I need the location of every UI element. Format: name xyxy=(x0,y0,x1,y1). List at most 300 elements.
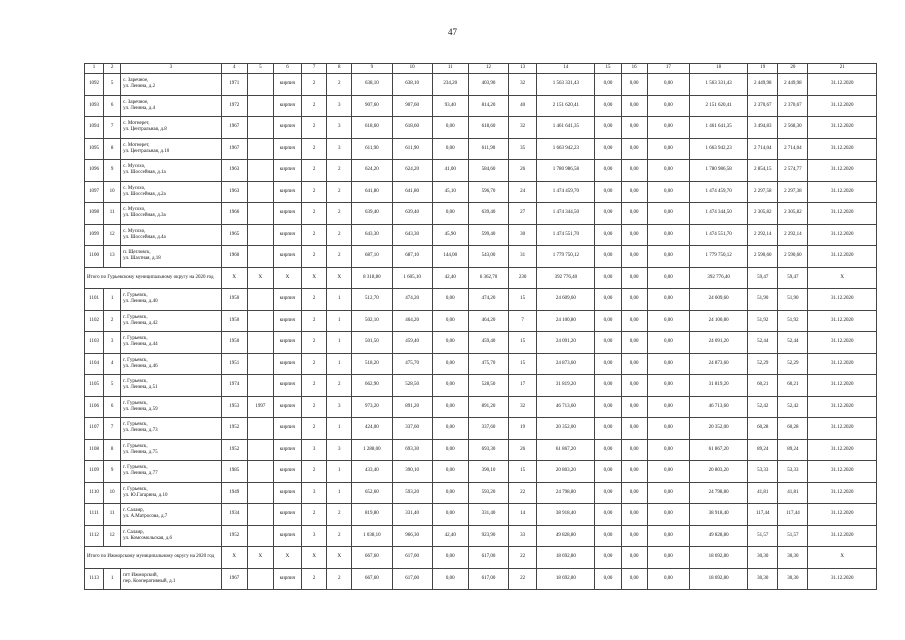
table-cell: 459,40 xyxy=(468,332,508,354)
table-cell: X xyxy=(247,267,273,289)
table-cell: 0,00 xyxy=(621,439,647,461)
table-cell: кирпич xyxy=(273,117,301,139)
table-cell: 1953 xyxy=(221,396,247,418)
table-cell: 2 305,82 xyxy=(748,203,778,225)
table-cell: 512,70 xyxy=(352,289,392,311)
column-number-header: 20 xyxy=(778,64,808,74)
summary-label: Итого по Гурьевскому муниципальному округу на 2020 год xyxy=(85,267,222,289)
table-cell: 1971 xyxy=(221,74,247,96)
table-cell: 2 xyxy=(302,160,327,182)
table-cell: 475,70 xyxy=(392,353,432,375)
table-cell: 0,00 xyxy=(647,353,689,375)
table-cell: 2 xyxy=(302,418,327,440)
table-cell: 31.12.2020 xyxy=(808,439,877,461)
table-cell: г. Гурьевск, ул. Ленина, д.73 xyxy=(121,418,222,440)
table-cell: кирпич xyxy=(273,396,301,418)
table-cell: 1108 xyxy=(85,439,104,461)
table-cell: 1111 xyxy=(85,504,104,526)
table-cell: 0,00 xyxy=(432,375,468,397)
table-cell: 1 663 942,23 xyxy=(689,138,747,160)
table-cell: 693,30 xyxy=(392,439,432,461)
table-cell: 0,00 xyxy=(432,547,468,569)
table-cell: 1 xyxy=(104,568,121,590)
table-cell: 30,30 xyxy=(748,568,778,590)
table-cell: 89,24 xyxy=(778,439,808,461)
page-number: 47 xyxy=(448,27,457,37)
table-cell: 9 xyxy=(104,461,121,483)
table-cell: 8 xyxy=(104,138,121,160)
table-cell: 5 xyxy=(104,74,121,96)
table-cell: 1094 xyxy=(85,117,104,139)
table-cell: 31.12.2020 xyxy=(808,224,877,246)
table-cell: 1102 xyxy=(85,310,104,332)
table-cell xyxy=(247,74,273,96)
table-cell: 26 xyxy=(509,160,537,182)
table-cell: 27 xyxy=(509,203,537,225)
table-cell: 0,00 xyxy=(621,289,647,311)
table-cell: 0,00 xyxy=(621,138,647,160)
table-cell: 2 xyxy=(327,160,352,182)
table-cell: 2 xyxy=(302,332,327,354)
column-number-header: 13 xyxy=(509,64,537,74)
table-cell: 0,00 xyxy=(432,332,468,354)
table-cell: 2 449,98 xyxy=(778,74,808,96)
table-cell: 2 xyxy=(327,246,352,268)
table-cell: 1 474 551,70 xyxy=(537,224,595,246)
table-cell: 618,60 xyxy=(392,117,432,139)
table-row xyxy=(85,375,877,397)
table-cell: 528,50 xyxy=(392,375,432,397)
table-cell: 1113 xyxy=(85,568,104,590)
column-number-header: 9 xyxy=(352,64,392,74)
table-cell: 60,28 xyxy=(748,418,778,440)
table-cell: кирпич xyxy=(273,461,301,483)
table-cell: 1 780 986,58 xyxy=(689,160,747,182)
table-cell: 22 xyxy=(509,547,537,569)
table-cell: 2 714,04 xyxy=(748,138,778,160)
table-cell: 464,20 xyxy=(392,310,432,332)
table-cell: с. Мусохо, ул. Шоссейная, д.1а xyxy=(121,160,222,182)
table-cell xyxy=(247,461,273,483)
table-cell: 0,00 xyxy=(595,396,621,418)
table-cell: 32 xyxy=(509,74,537,96)
column-number-header: 5 xyxy=(247,64,273,74)
table-cell xyxy=(247,181,273,203)
table-cell: 24 100,80 xyxy=(537,310,595,332)
table-cell: 30,30 xyxy=(748,547,778,569)
table-cell: 41,81 xyxy=(778,482,808,504)
table-cell: 2 xyxy=(327,203,352,225)
table-cell: 31.12.2020 xyxy=(808,95,877,117)
table-cell: 337,60 xyxy=(392,418,432,440)
table-cell: 331,40 xyxy=(392,504,432,526)
table-cell: 33 xyxy=(509,525,537,547)
table-cell: X xyxy=(273,547,301,569)
table-cell: 24 xyxy=(509,181,537,203)
table-cell: 11 xyxy=(104,504,121,526)
table-cell: 2 xyxy=(302,203,327,225)
table-cell: 528,50 xyxy=(468,375,508,397)
table-cell: 52,44 xyxy=(778,332,808,354)
table-cell: 31.12.2020 xyxy=(808,461,877,483)
table-cell: 41,81 xyxy=(748,482,778,504)
table-cell: 1952 xyxy=(221,418,247,440)
table-cell: кирпич xyxy=(273,246,301,268)
table-cell: 2 449,98 xyxy=(748,74,778,96)
table-cell: X xyxy=(327,267,352,289)
table-cell: 31.12.2020 xyxy=(808,482,877,504)
summary-label: Итого по Ижморскому муниципальному округу на 2020 год xyxy=(85,547,222,569)
table-cell: г. Салаир, ул. Комсомольская, д.6 xyxy=(121,525,222,547)
table-cell: 60,21 xyxy=(778,375,808,397)
table-cell xyxy=(247,138,273,160)
table-cell: 0,00 xyxy=(621,74,647,96)
table-cell: 891,20 xyxy=(468,396,508,418)
table-cell: 599,40 xyxy=(468,224,508,246)
table-cell: X xyxy=(221,547,247,569)
table-cell: 0,00 xyxy=(595,353,621,375)
table-cell xyxy=(247,117,273,139)
table-cell: 2 xyxy=(302,95,327,117)
table-cell: 641,80 xyxy=(352,181,392,203)
table-cell: 30 xyxy=(509,224,537,246)
table-cell: 35 xyxy=(509,138,537,160)
table-cell: 117,44 xyxy=(778,504,808,526)
table-cell: 26 xyxy=(509,439,537,461)
table-row xyxy=(85,439,877,461)
table-cell: 45,90 xyxy=(432,224,468,246)
table-cell: 12 xyxy=(104,224,121,246)
table-cell: 0,00 xyxy=(432,396,468,418)
table-cell: 51,90 xyxy=(778,289,808,311)
table-cell: 1 288,00 xyxy=(352,439,392,461)
table-cell: 24 609,60 xyxy=(689,289,747,311)
table-cell: 1974 xyxy=(221,375,247,397)
table-cell: 0,00 xyxy=(595,418,621,440)
table-cell: 0,00 xyxy=(595,547,621,569)
table-cell: 15 xyxy=(509,289,537,311)
table-cell xyxy=(247,160,273,182)
table-cell xyxy=(247,525,273,547)
table-cell xyxy=(247,504,273,526)
table-cell: 2 292,14 xyxy=(778,224,808,246)
table-cell: 1 779 750,12 xyxy=(537,246,595,268)
table-row xyxy=(85,310,877,332)
table-cell: 20 803,20 xyxy=(689,461,747,483)
table-cell: 0,00 xyxy=(595,482,621,504)
table-cell: 2 xyxy=(302,289,327,311)
table-cell: 3 xyxy=(302,439,327,461)
table-cell: 1 xyxy=(327,289,352,311)
table-cell: 42,40 xyxy=(432,525,468,547)
table-cell: с. Заречное, ул. Ленина, д.4 xyxy=(121,95,222,117)
table-cell: кирпич xyxy=(273,418,301,440)
table-cell: г. Гурьевск, ул. Ленина, д.77 xyxy=(121,461,222,483)
table-cell: кирпич xyxy=(273,568,301,590)
table-cell: кирпич xyxy=(273,181,301,203)
table-cell: г. Гурьевск, ул. Ленина, д.40 xyxy=(121,289,222,311)
table-cell: 0,00 xyxy=(647,181,689,203)
table-cell: 52,29 xyxy=(748,353,778,375)
table-cell: 18 692,80 xyxy=(689,547,747,569)
table-cell: 2 714,04 xyxy=(778,138,808,160)
table-cell: 2 xyxy=(104,310,121,332)
table-cell: 638,10 xyxy=(392,74,432,96)
table-cell: кирпич xyxy=(273,289,301,311)
table-cell: 0,00 xyxy=(595,525,621,547)
table-cell: 38 918,40 xyxy=(689,504,747,526)
table-row xyxy=(85,525,877,547)
table-cell: 0,00 xyxy=(621,160,647,182)
table-row xyxy=(85,396,877,418)
table-cell: 0,00 xyxy=(647,482,689,504)
table-cell: 693,30 xyxy=(468,439,508,461)
table-cell: 234,20 xyxy=(432,74,468,96)
table-cell: г. Гурьевск, ул. Ленина, д.51 xyxy=(121,375,222,397)
table-cell: 593,20 xyxy=(392,482,432,504)
table-cell: 0,00 xyxy=(595,568,621,590)
table-cell: 9 xyxy=(104,160,121,182)
table-cell: 31.12.2020 xyxy=(808,138,877,160)
table-cell: 0,00 xyxy=(432,504,468,526)
table-cell: 624,20 xyxy=(352,160,392,182)
table-cell: г. Гурьевск, ул. Ю.Гагарина, д.10 xyxy=(121,482,222,504)
table-cell: 31 819,20 xyxy=(537,375,595,397)
table-cell: 31.12.2020 xyxy=(808,289,877,311)
table-cell: 51,57 xyxy=(778,525,808,547)
table-cell: 1950 xyxy=(221,310,247,332)
table-cell: 618,60 xyxy=(352,117,392,139)
table-cell: 2 xyxy=(327,568,352,590)
table-cell: 1096 xyxy=(85,160,104,182)
table-cell: 0,00 xyxy=(595,117,621,139)
table-cell: 1100 xyxy=(85,246,104,268)
table-row xyxy=(85,482,877,504)
table-cell: г. Гурьевск, ул. Ленина, д.42 xyxy=(121,310,222,332)
table-cell: 1 563 331,43 xyxy=(689,74,747,96)
table-cell: 0,00 xyxy=(647,117,689,139)
table-cell: 19 xyxy=(509,418,537,440)
table-cell: 51,90 xyxy=(748,289,778,311)
table-cell xyxy=(247,353,273,375)
table-cell: 24 100,80 xyxy=(689,310,747,332)
table-cell: 0,00 xyxy=(621,310,647,332)
table-cell: с. Мусохо, ул. Шоссейная, д.3а xyxy=(121,203,222,225)
table-cell: 923,90 xyxy=(468,525,508,547)
table-cell: 1101 xyxy=(85,289,104,311)
table-cell: 1967 xyxy=(221,117,247,139)
table-cell: кирпич xyxy=(273,525,301,547)
table-cell: 0,00 xyxy=(432,568,468,590)
table-cell: 2 xyxy=(302,461,327,483)
table-cell: 31.12.2020 xyxy=(808,203,877,225)
table-cell: 891,20 xyxy=(392,396,432,418)
table-cell: 0,00 xyxy=(647,375,689,397)
table-cell: 390,10 xyxy=(392,461,432,483)
column-number-header: 3 xyxy=(121,64,222,74)
table-cell: 475,70 xyxy=(468,353,508,375)
table-cell: 0,00 xyxy=(595,181,621,203)
table-cell: п. Щегловск, ул. Шахтная, д.18 xyxy=(121,246,222,268)
table-cell: 51,92 xyxy=(748,310,778,332)
table-cell: 2 xyxy=(302,117,327,139)
table-cell: 1 038,10 xyxy=(352,525,392,547)
table-cell: 31.12.2020 xyxy=(808,418,877,440)
table-cell: X xyxy=(302,547,327,569)
table-cell: 0,00 xyxy=(647,310,689,332)
table-cell xyxy=(247,95,273,117)
table-cell: 1951 xyxy=(221,353,247,375)
table-cell: 0,00 xyxy=(647,547,689,569)
table-cell: 13 xyxy=(104,246,121,268)
table-cell: 18 692,80 xyxy=(689,568,747,590)
table-cell: 0,00 xyxy=(647,568,689,590)
table-row xyxy=(85,504,877,526)
table-cell: X xyxy=(221,267,247,289)
table-cell: 390,10 xyxy=(468,461,508,483)
table-cell: 1 474 344,50 xyxy=(689,203,747,225)
table-cell: кирпич xyxy=(273,95,301,117)
table-cell: 31.12.2020 xyxy=(808,525,877,547)
table-cell: 7 xyxy=(509,310,537,332)
table-cell: кирпич xyxy=(273,203,301,225)
table-cell: 0,00 xyxy=(595,95,621,117)
table-cell: 31.12.2020 xyxy=(808,332,877,354)
table-cell: 15 xyxy=(509,353,537,375)
table-cell: 1 474 551,70 xyxy=(689,224,747,246)
table-cell: 18 692,80 xyxy=(537,568,595,590)
table-cell: 1 xyxy=(104,289,121,311)
table-cell: 52,42 xyxy=(778,396,808,418)
table-cell: 596,70 xyxy=(468,181,508,203)
table-cell: 617,00 xyxy=(468,547,508,569)
table-cell: 662,90 xyxy=(352,375,392,397)
table-cell: 0,00 xyxy=(647,332,689,354)
table-cell: 7 xyxy=(104,117,121,139)
table-cell: 60,21 xyxy=(748,375,778,397)
table-cell: 1952 xyxy=(221,439,247,461)
table-cell: 0,00 xyxy=(647,138,689,160)
table-cell: 0,00 xyxy=(647,525,689,547)
column-number-header: 14 xyxy=(537,64,595,74)
table-cell: 117,44 xyxy=(748,504,778,526)
table-cell: 0,00 xyxy=(432,461,468,483)
table-cell: 2 xyxy=(327,74,352,96)
table-cell: 593,20 xyxy=(468,482,508,504)
table-cell: 1 xyxy=(327,418,352,440)
table-cell: 2 568,30 xyxy=(778,117,808,139)
table-cell: г. Гурьевск, ул. Ленина, д.75 xyxy=(121,439,222,461)
table-cell: 0,00 xyxy=(595,504,621,526)
table-cell: кирпич xyxy=(273,310,301,332)
table-cell: 0,00 xyxy=(647,289,689,311)
table-cell: 46 713,60 xyxy=(689,396,747,418)
table-cell: 22 xyxy=(509,482,537,504)
table-cell: 1104 xyxy=(85,353,104,375)
table-cell: 24 873,60 xyxy=(537,353,595,375)
table-cell: 331,40 xyxy=(468,504,508,526)
table-cell: 0,00 xyxy=(432,203,468,225)
table-cell: 1109 xyxy=(85,461,104,483)
table-cell: 2 574,77 xyxy=(778,160,808,182)
table-cell: 2 151 620,41 xyxy=(537,95,595,117)
table-cell: 0,00 xyxy=(621,568,647,590)
table-row xyxy=(85,568,877,590)
table-cell: 8 xyxy=(104,439,121,461)
table-cell: 474,20 xyxy=(468,289,508,311)
table-cell: 3 xyxy=(327,95,352,117)
table-cell: 907,60 xyxy=(392,95,432,117)
table-cell: 2 xyxy=(327,375,352,397)
table-row xyxy=(85,353,877,375)
table-cell: 0,00 xyxy=(621,332,647,354)
table-cell: 1 474 344,50 xyxy=(537,203,595,225)
table-cell: 31.12.2020 xyxy=(808,246,877,268)
table-cell: 31.12.2020 xyxy=(808,74,877,96)
table-cell: 41,00 xyxy=(432,160,468,182)
table-row xyxy=(85,95,877,117)
table-cell: 0,00 xyxy=(621,375,647,397)
table-cell: 0,00 xyxy=(432,482,468,504)
table-cell: 1095 xyxy=(85,138,104,160)
table-cell: 1985 xyxy=(221,461,247,483)
table-cell: кирпич xyxy=(273,332,301,354)
table-cell: 2 854,15 xyxy=(748,160,778,182)
table-cell: 52,44 xyxy=(748,332,778,354)
table-cell xyxy=(247,246,273,268)
column-number-header: 21 xyxy=(808,64,877,74)
table-cell: 617,00 xyxy=(468,568,508,590)
table-cell: 638,10 xyxy=(352,74,392,96)
table-cell: 2 370,67 xyxy=(778,95,808,117)
table-cell: 1967 xyxy=(221,138,247,160)
column-number-header: 6 xyxy=(273,64,301,74)
table-cell: 1105 xyxy=(85,375,104,397)
table-cell: 0,00 xyxy=(595,224,621,246)
column-number-header: 19 xyxy=(748,64,778,74)
table-cell: 31.12.2020 xyxy=(808,375,877,397)
table-cell xyxy=(247,203,273,225)
table-cell: 618,60 xyxy=(468,117,508,139)
table-cell: 0,00 xyxy=(647,95,689,117)
table-cell: 0,00 xyxy=(595,289,621,311)
table-cell: 31.12.2020 xyxy=(808,181,877,203)
table-cell: 1972 xyxy=(221,95,247,117)
table-cell: 45,10 xyxy=(432,181,468,203)
table-cell xyxy=(247,310,273,332)
table-cell: 31.12.2020 xyxy=(808,568,877,590)
table-cell: 14 xyxy=(509,504,537,526)
table-cell: 2 xyxy=(302,504,327,526)
table-cell: 52,42 xyxy=(748,396,778,418)
table-row xyxy=(85,117,877,139)
column-number-header: 12 xyxy=(468,64,508,74)
table-row xyxy=(85,203,877,225)
table-cell: 1 605,10 xyxy=(392,267,432,289)
table-cell: 0,00 xyxy=(621,246,647,268)
table-cell: 6 xyxy=(104,396,121,418)
column-number-header: 8 xyxy=(327,64,352,74)
table-cell: 2 xyxy=(302,353,327,375)
table-cell: 0,00 xyxy=(432,418,468,440)
table-cell xyxy=(247,224,273,246)
table-cell: 2 590,60 xyxy=(778,246,808,268)
table-cell: 1 xyxy=(327,332,352,354)
table-cell: 1 779 750,12 xyxy=(689,246,747,268)
table-cell: 0,00 xyxy=(647,246,689,268)
table-cell: 624,20 xyxy=(392,160,432,182)
table-cell: 1 474 459,70 xyxy=(689,181,747,203)
